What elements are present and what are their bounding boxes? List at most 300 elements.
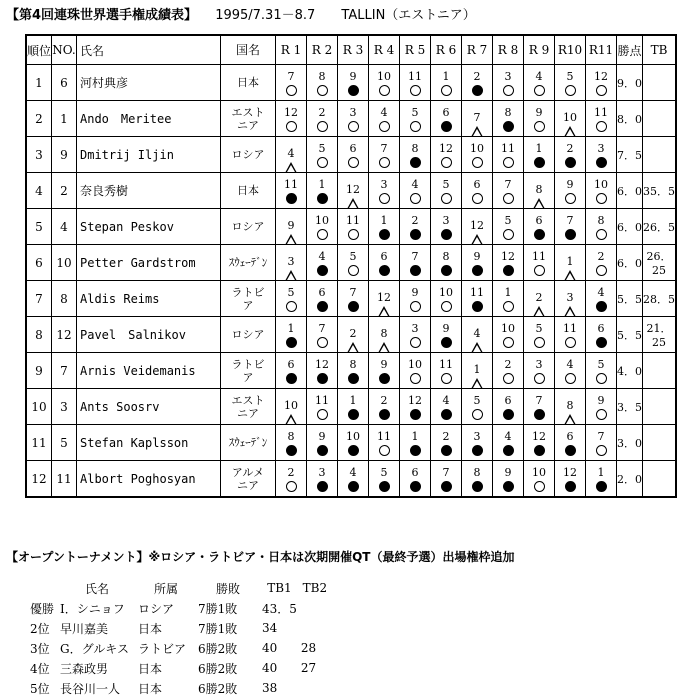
opponent-number: 4 (566, 357, 574, 371)
rank-cell: 8 (26, 317, 52, 353)
loss-mark-icon (472, 481, 483, 492)
round-cell (524, 425, 555, 461)
loss-mark-icon (286, 373, 297, 384)
loss-mark-icon (379, 373, 390, 384)
round-cell (431, 245, 462, 281)
opponent-number: 11 (377, 429, 391, 443)
player-row (26, 317, 676, 353)
open-column-header: 所属 (153, 581, 178, 596)
round-result (555, 142, 585, 168)
round-result (307, 70, 337, 96)
round-result (431, 214, 461, 240)
opponent-number: 8 (504, 105, 512, 119)
loss-mark-icon (317, 373, 328, 384)
round-cell (400, 101, 431, 137)
win-mark-icon (379, 85, 390, 96)
player-number-cell: 4 (52, 209, 77, 245)
round-cell (369, 137, 400, 173)
opponent-number: 11 (439, 357, 453, 371)
win-mark-icon (317, 157, 328, 168)
opponent-number: 9 (287, 219, 295, 232)
opponent-number: 1 (349, 393, 357, 407)
round-result (462, 394, 492, 420)
loss-mark-icon (596, 481, 607, 492)
tiebreak-cell (643, 101, 677, 137)
round-result (276, 255, 306, 270)
open-column-header: TB2 (302, 581, 328, 595)
round-cell (400, 245, 431, 281)
opponent-number: 10 (563, 111, 577, 124)
loss-mark-icon (503, 121, 514, 132)
win-mark-icon (286, 85, 297, 96)
round-cell (462, 281, 493, 317)
opponent-number: 10 (532, 465, 546, 479)
opponent-number: 4 (504, 429, 512, 443)
round-result (493, 178, 523, 204)
round-cell (462, 173, 493, 209)
loss-mark-icon (410, 229, 421, 240)
win-mark-icon (410, 193, 421, 204)
round-result (524, 183, 554, 198)
opponent-number: 6 (380, 249, 388, 263)
round-cell (586, 317, 617, 353)
round-result (555, 255, 585, 270)
round-cell (493, 137, 524, 173)
round-cell (555, 173, 586, 209)
opponent-number: 2 (504, 357, 512, 371)
opponent-number: 2 (566, 141, 574, 155)
round-result (586, 178, 616, 204)
win-mark-icon (348, 121, 359, 132)
round-cell (400, 65, 431, 101)
tiebreak-cell: 26．5 (643, 209, 677, 245)
round-result (462, 363, 492, 378)
round-result (462, 178, 492, 204)
round-result (338, 286, 368, 312)
round-cell (493, 65, 524, 101)
win-mark-icon (596, 373, 607, 384)
win-mark-icon (317, 337, 328, 348)
player-name-cell: 奈良秀樹 (77, 173, 221, 209)
round-result (493, 466, 523, 492)
round-cell (524, 281, 555, 317)
round-result (462, 250, 492, 276)
opponent-number: 5 (442, 177, 450, 191)
opponent-number: 6 (442, 105, 450, 119)
round-result (493, 106, 523, 132)
round-cell (276, 353, 307, 389)
column-header: 順位 (26, 35, 52, 65)
round-result (307, 358, 337, 384)
opponent-number: 9 (349, 69, 357, 83)
loss-mark-icon (410, 481, 421, 492)
loss-mark-icon (317, 193, 328, 204)
round-result (431, 142, 461, 168)
win-mark-icon (565, 85, 576, 96)
round-result (555, 322, 585, 348)
round-cell (369, 317, 400, 353)
opponent-number: 11 (408, 69, 422, 83)
round-result (493, 286, 523, 312)
loss-mark-icon (286, 445, 297, 456)
opponent-number: 11 (532, 249, 546, 263)
round-cell (338, 317, 369, 353)
loss-mark-icon (503, 409, 514, 420)
open-name-cell: 早川嘉美 (60, 621, 109, 636)
player-number-cell: 10 (52, 245, 77, 281)
round-cell (586, 65, 617, 101)
round-result (586, 358, 616, 384)
round-cell (400, 281, 431, 317)
round-result (431, 106, 461, 132)
tiebreak-cell (643, 425, 677, 461)
round-result (586, 322, 616, 348)
opponent-number: 2 (597, 249, 605, 263)
win-mark-icon (286, 481, 297, 492)
round-result (307, 394, 337, 420)
round-result (276, 466, 306, 492)
round-result (555, 430, 585, 456)
rank-cell: 9 (26, 353, 52, 389)
opponent-number: 8 (597, 213, 605, 227)
opponent-number: 1 (442, 69, 450, 83)
points-cell: 6．0 (617, 209, 643, 245)
round-result (307, 250, 337, 276)
round-result (524, 466, 554, 492)
opponent-number: 12 (501, 249, 515, 263)
open-tournament-title: 【オープントーナメント】※ロシア・ラトビア・日本は次期開催QT（最終予選）出場権枠追加 (6, 550, 515, 564)
round-result (400, 430, 430, 456)
round-cell (400, 389, 431, 425)
opponent-number: 5 (287, 285, 295, 299)
round-cell (338, 461, 369, 498)
round-result (431, 358, 461, 384)
opponent-number: 5 (566, 69, 574, 83)
results-table (25, 34, 677, 498)
round-result (369, 250, 399, 276)
round-result (369, 358, 399, 384)
open-tb1-cell: 34 (262, 621, 278, 635)
round-result (555, 70, 585, 96)
opponent-number: 1 (566, 255, 574, 268)
round-cell (431, 137, 462, 173)
round-cell (586, 281, 617, 317)
round-result (586, 70, 616, 96)
round-result (524, 291, 554, 306)
open-row (28, 618, 331, 638)
rank-cell: 3 (26, 137, 52, 173)
round-result (462, 430, 492, 456)
document-title (6, 4, 476, 23)
round-result (338, 214, 368, 240)
round-cell (400, 137, 431, 173)
open-rank-cell: 4位 (30, 661, 50, 676)
round-result (369, 142, 399, 168)
round-cell (338, 245, 369, 281)
opponent-number: 6 (318, 285, 326, 299)
round-result (369, 327, 399, 342)
round-result (586, 430, 616, 456)
round-cell (276, 425, 307, 461)
player-name-cell: Stefan Kaplsson (77, 425, 221, 461)
round-result (369, 430, 399, 456)
round-result (307, 286, 337, 312)
opponent-number: 6 (287, 357, 295, 371)
loss-mark-icon (410, 409, 421, 420)
opponent-number: 2 (318, 105, 326, 119)
round-cell (586, 245, 617, 281)
column-header: R 6 (431, 35, 462, 65)
loss-mark-icon (441, 337, 452, 348)
loss-mark-icon (348, 445, 359, 456)
opponent-number: 2 (473, 69, 481, 83)
round-result (307, 106, 337, 132)
round-result (524, 322, 554, 348)
loss-mark-icon (534, 409, 545, 420)
column-header: 氏名 (77, 35, 221, 65)
open-tb1-cell: 38 (262, 681, 278, 695)
round-result (276, 70, 306, 96)
round-cell (369, 209, 400, 245)
win-mark-icon (596, 445, 607, 456)
round-cell (524, 101, 555, 137)
opponent-number: 1 (473, 363, 481, 376)
round-cell (369, 389, 400, 425)
round-cell (338, 389, 369, 425)
round-result (338, 250, 368, 276)
loss-mark-icon (534, 157, 545, 168)
open-affil-cell: 日本 (138, 621, 163, 636)
loss-mark-icon (503, 481, 514, 492)
open-tb1-cell: 43．5 (262, 601, 297, 616)
round-cell (400, 173, 431, 209)
round-cell (493, 101, 524, 137)
opponent-number: 5 (597, 357, 605, 371)
player-name-cell: Pavel Salnikov (77, 317, 221, 353)
round-cell (462, 209, 493, 245)
open-tournament-table (28, 578, 331, 698)
round-result (462, 142, 492, 168)
loss-mark-icon (565, 445, 576, 456)
round-result (555, 291, 585, 306)
open-tb2-cell (299, 598, 331, 618)
opponent-number: 5 (504, 213, 512, 227)
open-tb1-cell: 40 (262, 661, 278, 675)
loss-mark-icon (441, 265, 452, 276)
loss-mark-icon (317, 265, 328, 276)
country-cell: ラトビ ア (221, 353, 276, 389)
column-header: R 8 (493, 35, 524, 65)
column-header: R 7 (462, 35, 493, 65)
round-result (431, 286, 461, 312)
round-result (400, 142, 430, 168)
opponent-number: 8 (349, 357, 357, 371)
country-cell: エスト ニア (221, 101, 276, 137)
rank-cell: 11 (26, 425, 52, 461)
opponent-number: 10 (470, 141, 484, 155)
championship-title: 【第4回連珠世界選手権成績表】 (6, 8, 198, 23)
round-result (338, 327, 368, 342)
round-cell (493, 317, 524, 353)
opponent-number: 3 (349, 105, 357, 119)
round-result (431, 70, 461, 96)
tiebreak-cell: 26．25 (643, 245, 677, 281)
round-result (493, 322, 523, 348)
event-venue: TALLIN（エストニア） (341, 8, 476, 23)
round-cell (555, 65, 586, 101)
points-cell: 3．5 (617, 389, 643, 425)
opponent-number: 3 (473, 429, 481, 443)
opponent-number: 4 (287, 147, 295, 160)
player-name-cell: Ando Meritee (77, 101, 221, 137)
points-cell: 6．0 (617, 173, 643, 209)
opponent-number: 7 (473, 111, 481, 124)
round-result (462, 70, 492, 96)
country-cell: ロシア (221, 317, 276, 353)
round-cell (524, 137, 555, 173)
loss-mark-icon (410, 445, 421, 456)
points-cell: 4．0 (617, 353, 643, 389)
round-cell (462, 389, 493, 425)
round-cell (338, 101, 369, 137)
loss-mark-icon (534, 229, 545, 240)
column-header: R10 (555, 35, 586, 65)
opponent-number: 11 (284, 177, 298, 191)
round-cell (493, 281, 524, 317)
opponent-number: 11 (315, 393, 329, 407)
win-mark-icon (534, 265, 545, 276)
round-cell (493, 245, 524, 281)
round-result (307, 322, 337, 348)
opponent-number: 6 (597, 321, 605, 335)
player-number-cell: 9 (52, 137, 77, 173)
column-header: 国名 (221, 35, 276, 65)
player-name-cell: Albort Poghosyan (77, 461, 221, 498)
round-result (493, 142, 523, 168)
opponent-number: 8 (318, 69, 326, 83)
opponent-number: 11 (346, 213, 360, 227)
rank-cell: 7 (26, 281, 52, 317)
opponent-number: 7 (566, 213, 574, 227)
round-cell (431, 389, 462, 425)
loss-mark-icon (565, 157, 576, 168)
opponent-number: 5 (380, 465, 388, 479)
win-mark-icon (503, 229, 514, 240)
rank-cell: 4 (26, 173, 52, 209)
round-cell (524, 209, 555, 245)
win-mark-icon (410, 121, 421, 132)
win-mark-icon (317, 229, 328, 240)
round-cell (307, 245, 338, 281)
win-mark-icon (410, 337, 421, 348)
round-cell (555, 245, 586, 281)
player-name-cell: Petter Gardstrom (77, 245, 221, 281)
loss-mark-icon (286, 193, 297, 204)
round-result (462, 466, 492, 492)
loss-mark-icon (348, 481, 359, 492)
round-result (586, 214, 616, 240)
round-result (338, 106, 368, 132)
round-result (431, 430, 461, 456)
round-cell (338, 425, 369, 461)
win-mark-icon (534, 481, 545, 492)
opponent-number: 6 (566, 429, 574, 443)
country-cell: 日本 (221, 65, 276, 101)
opponent-number: 1 (318, 177, 326, 191)
round-cell (276, 317, 307, 353)
win-mark-icon (441, 193, 452, 204)
round-result (276, 399, 306, 414)
opponent-number: 5 (411, 105, 419, 119)
round-cell (369, 65, 400, 101)
round-cell (586, 353, 617, 389)
column-header: R 2 (307, 35, 338, 65)
loss-mark-icon (317, 445, 328, 456)
win-mark-icon (472, 409, 483, 420)
opponent-number: 7 (535, 393, 543, 407)
open-name-cell: I．シニョフ (60, 601, 125, 616)
round-cell (307, 353, 338, 389)
round-result (307, 178, 337, 204)
opponent-number: 4 (597, 285, 605, 299)
loss-mark-icon (379, 409, 390, 420)
open-affil-cell: 日本 (138, 681, 163, 696)
opponent-number: 7 (380, 141, 388, 155)
win-mark-icon (503, 85, 514, 96)
opponent-number: 4 (411, 177, 419, 191)
country-cell: ロシア (221, 209, 276, 245)
round-cell (555, 101, 586, 137)
opponent-number: 11 (470, 285, 484, 299)
tiebreak-cell (643, 389, 677, 425)
round-result (338, 183, 368, 198)
win-mark-icon (503, 373, 514, 384)
round-result (555, 111, 585, 126)
rank-cell: 6 (26, 245, 52, 281)
round-cell (493, 425, 524, 461)
round-cell (524, 353, 555, 389)
loss-mark-icon (441, 409, 452, 420)
round-cell (493, 353, 524, 389)
round-result (524, 358, 554, 384)
opponent-number: 5 (318, 141, 326, 155)
open-column-header (28, 578, 58, 598)
round-result (462, 219, 492, 234)
round-result (524, 70, 554, 96)
round-cell (400, 317, 431, 353)
opponent-number: 6 (535, 213, 543, 227)
win-mark-icon (286, 121, 297, 132)
win-mark-icon (596, 409, 607, 420)
player-row (26, 425, 676, 461)
open-header-row (28, 578, 331, 598)
opponent-number: 5 (349, 249, 357, 263)
player-row (26, 245, 676, 281)
round-cell (555, 281, 586, 317)
round-result (400, 250, 430, 276)
round-cell (276, 245, 307, 281)
round-cell (462, 137, 493, 173)
round-result (400, 106, 430, 132)
opponent-number: 7 (442, 465, 450, 479)
open-row (28, 638, 331, 658)
round-result (524, 250, 554, 276)
round-cell (524, 389, 555, 425)
open-tb2-cell: 28 (300, 641, 317, 655)
round-cell (462, 101, 493, 137)
round-cell (524, 461, 555, 498)
points-cell: 8．0 (617, 101, 643, 137)
